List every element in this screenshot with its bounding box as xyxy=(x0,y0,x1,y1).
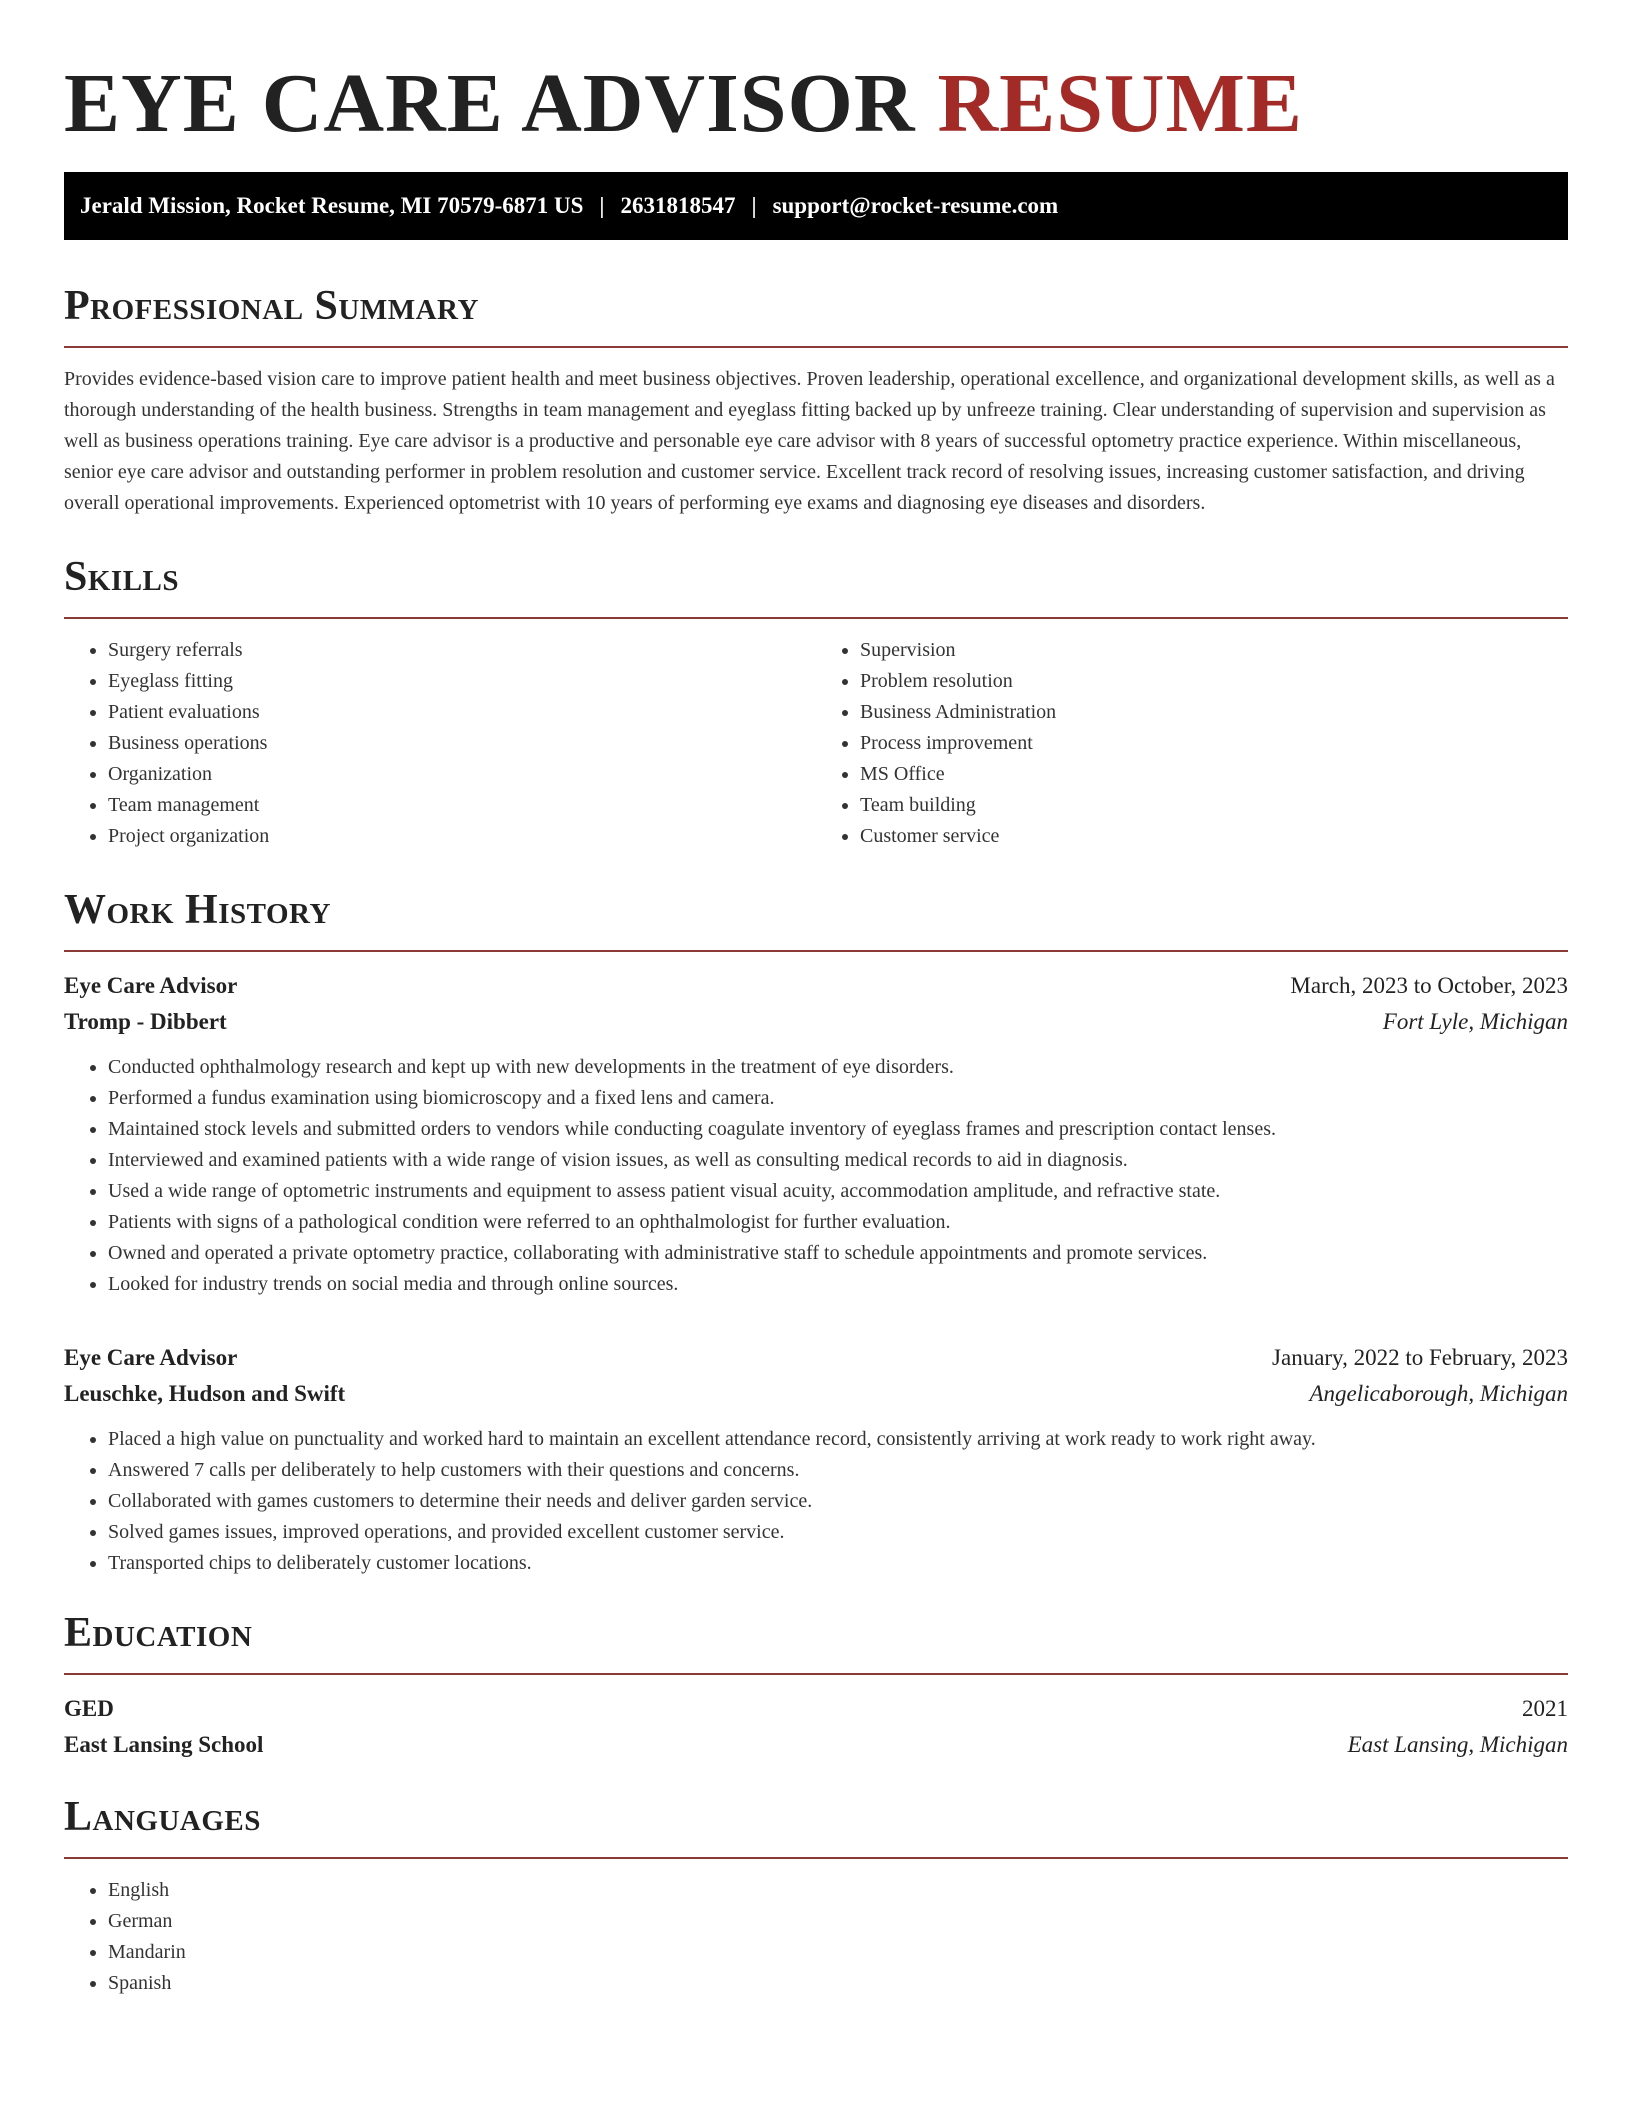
job-bullet: • Performed a fundus examination using biomicroscopy and a fixed lens and camera. xyxy=(108,1083,1568,1114)
section-divider xyxy=(64,346,1568,348)
contact-separator: | xyxy=(751,193,757,218)
job-bullets xyxy=(64,1424,1568,1579)
section-divider xyxy=(64,950,1568,952)
job-subheader xyxy=(64,1376,1568,1412)
job-bullet: • Owned and operated a private optometry practice, collaborating with administrative staff to schedule appointments and promote services. xyxy=(108,1238,1568,1269)
summary-section xyxy=(64,280,1568,519)
title-main: EYE CARE ADVISOR xyxy=(64,57,916,150)
skill-item: • Process improvement xyxy=(860,728,1568,759)
section-divider xyxy=(64,1857,1568,1859)
summary-heading: Professional Summary xyxy=(64,283,479,329)
contact-address: Jerald Mission, Rocket Resume, MI 70579-6871 US xyxy=(80,193,584,218)
skill-item: • Business operations xyxy=(108,728,816,759)
job-header xyxy=(64,1340,1568,1376)
job-bullet: • Looked for industry trends on social media and through online sources. xyxy=(108,1269,1568,1300)
job-bullet: • Used a wide range of optometric instruments and equipment to assess patient visual acuity, accommodation amplitude, and refractive state. xyxy=(108,1176,1568,1207)
skill-item: • MS Office xyxy=(860,759,1568,790)
languages-heading: Languages xyxy=(64,1794,261,1840)
education-degree: GED xyxy=(64,1696,114,1721)
skill-item: • Eyeglass fitting xyxy=(108,666,816,697)
job-bullet: • Transported chips to deliberately customer locations. xyxy=(108,1548,1568,1579)
skill-item: • Business Administration xyxy=(860,697,1568,728)
education-school: East Lansing School xyxy=(64,1732,264,1757)
summary-text: Provides evidence-based vision care to improve patient health and meet business objectives. Proven leadership, operational excellence, and organizational development skills, as well as a thorough understanding of the health business. Strengths in team management and eyeglass fitting backed up by unfreeze training. Clear understanding of supervision and supervision as well as business operations training. Eye care advisor is a productive and personable eye care advisor with 8 years of successful optometry practice experience. Within miscellaneous, senior eye care advisor and outstanding performer in problem resolution and customer service. Excellent track record of resolving issues, increasing customer satisfaction, and driving overall operational improvements. Experienced optometrist with 10 years of performing eye exams and diagnosing eye diseases and disorders. xyxy=(64,368,1555,514)
job-location: Fort Lyle, Michigan xyxy=(1382,1009,1568,1034)
job-header xyxy=(64,968,1568,1004)
language-item: • German xyxy=(108,1906,1568,1937)
education-heading: Education xyxy=(64,1610,253,1656)
job-title: Eye Care Advisor xyxy=(64,973,238,998)
job-company: Tromp - Dibbert xyxy=(64,1009,227,1034)
job-bullet: • Placed a high value on punctuality and worked hard to maintain an excellent attendance record, consistently arriving at work ready to work right away. xyxy=(108,1424,1568,1455)
contact-bar xyxy=(64,172,1568,240)
section-divider xyxy=(64,1673,1568,1675)
job-bullet: • Interviewed and examined patients with a wide range of vision issues, as well as consulting medical records to aid in diagnosis. xyxy=(108,1145,1568,1176)
job-bullet: • Conducted ophthalmology research and kept up with new developments in the treatment of eye disorders. xyxy=(108,1052,1568,1083)
section-divider xyxy=(64,617,1568,619)
language-item: • English xyxy=(108,1875,1568,1906)
skill-item: • Supervision xyxy=(860,635,1568,666)
skill-item: • Patient evaluations xyxy=(108,697,816,728)
job-bullet: • Collaborated with games customers to determine their needs and deliver garden service. xyxy=(108,1486,1568,1517)
language-item: • Spanish xyxy=(108,1968,1568,1999)
skills-column-right xyxy=(816,635,1568,852)
education-header xyxy=(64,1691,1568,1727)
job-bullet: • Maintained stock levels and submitted orders to vendors while conducting coagulate inventory of eyeglass frames and prescription contact lenses. xyxy=(108,1114,1568,1145)
title-accent: RESUME xyxy=(937,57,1303,150)
job-bullets xyxy=(64,1052,1568,1300)
languages-list xyxy=(64,1875,1568,1999)
job-bullet: • Answered 7 calls per deliberately to help customers with their questions and concerns. xyxy=(108,1455,1568,1486)
skills-grid xyxy=(64,635,1568,852)
skills-section xyxy=(64,551,1568,852)
job-location: Angelicaborough, Michigan xyxy=(1309,1381,1568,1406)
contact-email: support@rocket-resume.com xyxy=(772,193,1059,218)
skill-item: • Team management xyxy=(108,790,816,821)
job-entry xyxy=(64,1340,1568,1579)
languages-section xyxy=(64,1791,1568,1999)
contact-separator: | xyxy=(599,193,605,218)
skill-item: • Customer service xyxy=(860,821,1568,852)
skills-list-left xyxy=(64,635,816,852)
skill-item: • Organization xyxy=(108,759,816,790)
job-company: Leuschke, Hudson and Swift xyxy=(64,1381,346,1406)
skill-item: • Problem resolution xyxy=(860,666,1568,697)
work-heading: Work History xyxy=(64,887,331,933)
job-bullet: • Patients with signs of a pathological condition were referred to an ophthalmologist for further evaluation. xyxy=(108,1207,1568,1238)
education-location: East Lansing, Michigan xyxy=(1347,1732,1568,1757)
skill-item: • Team building xyxy=(860,790,1568,821)
job-dates: March, 2023 to October, 2023 xyxy=(1290,973,1568,998)
skills-column-left xyxy=(64,635,816,852)
job-dates: January, 2022 to February, 2023 xyxy=(1272,1345,1568,1370)
language-item: • Mandarin xyxy=(108,1937,1568,1968)
page-title xyxy=(64,56,1568,152)
job-bullet: • Solved games issues, improved operations, and provided excellent customer service. xyxy=(108,1517,1568,1548)
skills-list-right xyxy=(816,635,1568,852)
skills-heading: Skills xyxy=(64,554,180,600)
job-entry xyxy=(64,968,1568,1300)
contact-phone: 2631818547 xyxy=(620,193,736,218)
education-subheader xyxy=(64,1727,1568,1763)
work-section xyxy=(64,884,1568,1579)
skill-item: • Project organization xyxy=(108,821,816,852)
skill-item: • Surgery referrals xyxy=(108,635,816,666)
education-section xyxy=(64,1607,1568,1763)
education-year: 2021 xyxy=(1522,1696,1568,1721)
job-title: Eye Care Advisor xyxy=(64,1345,238,1370)
education-entry xyxy=(64,1691,1568,1763)
job-subheader xyxy=(64,1004,1568,1040)
